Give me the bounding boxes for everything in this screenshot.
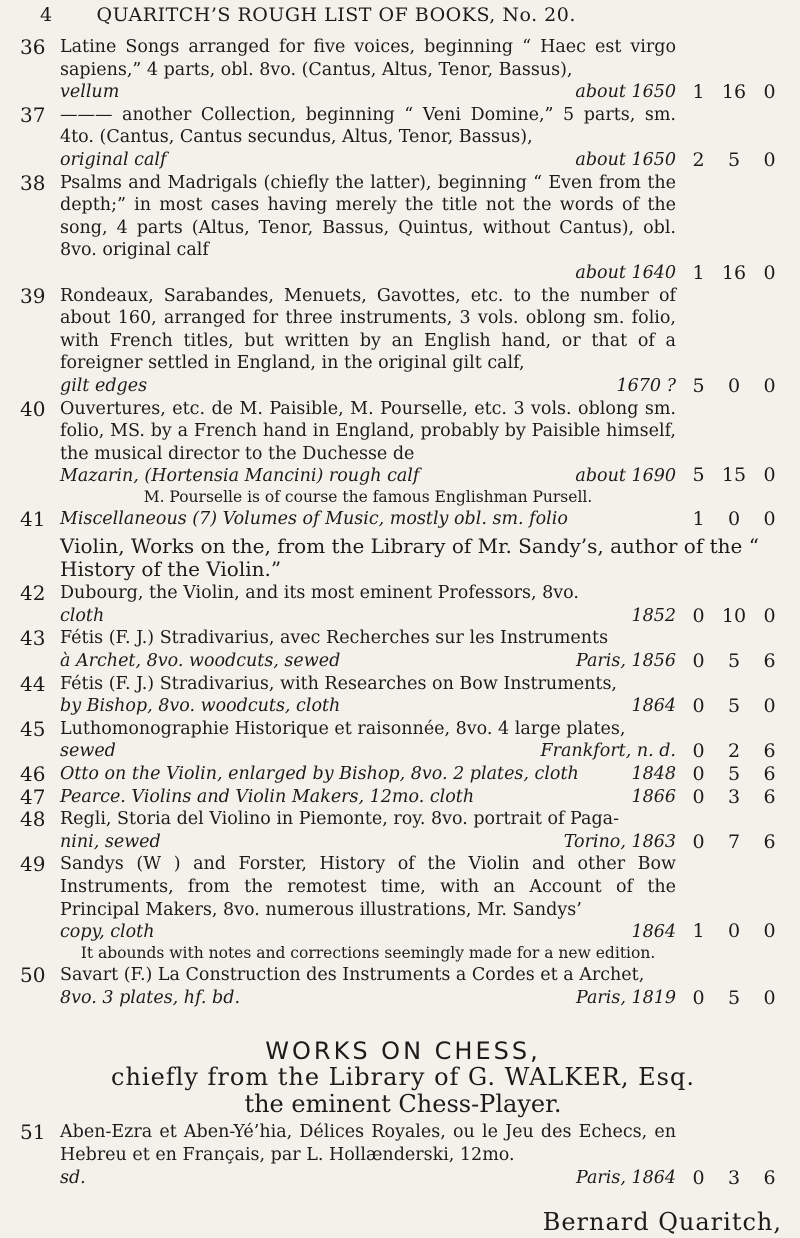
price-pence: 6 xyxy=(763,650,776,673)
entry-last-line xyxy=(60,740,676,763)
violin-entries xyxy=(20,582,786,1009)
catalogue-entry xyxy=(20,508,786,531)
price-pounds: 0 xyxy=(692,695,705,718)
entry-last-line xyxy=(60,695,676,718)
entry-binding: vellum xyxy=(60,82,120,103)
entry-binding: Otto on the Violin, enlarged by Bishop, 8vo. 2 plates, cloth xyxy=(60,764,579,784)
price-pence: 0 xyxy=(763,695,776,718)
chess-entries xyxy=(20,1121,786,1189)
entry-last-line xyxy=(60,786,676,809)
entry-binding: copy, cloth xyxy=(60,922,155,943)
entry-description xyxy=(60,104,676,172)
entry-number: 46 xyxy=(20,762,46,786)
entry-text: Fétis (F. J.) Stradivarius, avec Recherches sur les Instruments xyxy=(60,628,609,649)
price-pounds: 0 xyxy=(692,1166,705,1189)
entry-number: 36 xyxy=(20,35,46,59)
entry-date: Paris, 1864 xyxy=(575,1167,676,1188)
price-pounds: 0 xyxy=(692,604,705,627)
catalogue-entry xyxy=(20,786,786,809)
catalogue-entry xyxy=(20,763,786,786)
price-shillings: 10 xyxy=(721,604,747,627)
entry-last-line xyxy=(60,763,676,786)
entry-price xyxy=(682,375,786,398)
entry-note: M. Pourselle is of course the famous Englishman Pursell. xyxy=(143,487,593,506)
price-shillings: 5 xyxy=(727,763,741,785)
entry-date: about 1650 xyxy=(575,82,676,103)
entry-last-line xyxy=(60,987,676,1010)
price-shillings: 16 xyxy=(721,261,747,284)
catalogue-entry xyxy=(20,808,786,853)
entry-number: 38 xyxy=(20,170,46,195)
entry-binding: Miscellaneous (7) Volumes of Music, mostly obl. sm. folio xyxy=(60,509,568,530)
entry-date: 1864 xyxy=(631,696,676,717)
entry-date: 1866 xyxy=(631,786,676,807)
catalogue-entry xyxy=(20,285,786,398)
entry-description xyxy=(60,36,676,104)
entry-last-line xyxy=(60,149,676,172)
entry-price xyxy=(682,695,786,718)
entry-price xyxy=(682,650,786,673)
price-shillings: 16 xyxy=(721,81,747,104)
price-pounds: 0 xyxy=(692,650,705,673)
catalogue-entry xyxy=(20,627,786,672)
catalogue-entry xyxy=(20,104,786,172)
chess-section-title: WORKS ON CHESS, xyxy=(265,1036,541,1065)
entry-price xyxy=(682,605,786,628)
entry-number: 43 xyxy=(20,626,46,651)
entry-price xyxy=(682,149,786,172)
music-entries xyxy=(20,36,786,531)
entry-last-line xyxy=(60,650,676,673)
price-pounds: 0 xyxy=(692,740,705,763)
entry-description xyxy=(60,508,676,531)
entry-text: Savart (F.) La Construction des Instruments a Cordes et a Archet, xyxy=(60,965,645,986)
price-shillings: 0 xyxy=(727,374,741,397)
entry-note: It abounds with notes and corrections seemingly made for a new edition. xyxy=(80,943,656,962)
entry-date: Frankfort, n. d. xyxy=(540,741,676,762)
price-pence: 0 xyxy=(763,148,776,171)
price-pounds: 1 xyxy=(692,919,705,942)
entry-number: 42 xyxy=(20,581,46,606)
entry-date: 1864 xyxy=(631,922,676,943)
entry-binding: nini, sewed xyxy=(60,831,161,852)
entry-number: 45 xyxy=(20,716,46,741)
price-pence: 0 xyxy=(763,604,776,627)
price-pence: 0 xyxy=(763,508,776,531)
entry-price xyxy=(682,81,786,104)
entry-binding: cloth xyxy=(60,605,105,626)
entry-last-line xyxy=(60,605,676,628)
catalogue-entry xyxy=(20,398,786,509)
price-pounds: 1 xyxy=(692,261,705,284)
entry-text: Psalms and Madrigals (chiefly the latter), beginning “ Even from the depth;” in most cases having merely the title not the words of the song, 4 parts (Altus, Tenor, Bassus, Quintus, without Cantus), obl. 8vo. original calf xyxy=(60,172,676,261)
entry-price xyxy=(682,786,786,809)
entry-price xyxy=(682,831,786,854)
price-pounds: 0 xyxy=(692,986,705,1009)
price-pence: 6 xyxy=(763,785,776,808)
entry-binding: original calf xyxy=(60,149,167,170)
entry-date: about 1650 xyxy=(575,149,676,170)
entry-last-line xyxy=(60,465,676,488)
entry-text: Aben-Ezra et Aben-Yé’hia, Délices Royales, ou le Jeu des Echecs, en Hebreu et en Français, par L. Hollænderski, 12mo. xyxy=(60,1122,676,1165)
entry-binding: 8vo. 3 plates, hf. bd. xyxy=(60,987,241,1008)
running-title: QUARITCH’S ROUGH LIST OF BOOKS, No. 20. xyxy=(96,4,576,26)
entry-price xyxy=(682,1167,786,1190)
catalogue-entry xyxy=(20,1121,786,1189)
entry-date: 1848 xyxy=(631,764,676,784)
entry-last-line xyxy=(60,81,676,104)
entry-description xyxy=(60,172,676,285)
entries-list xyxy=(20,36,786,1189)
price-shillings: 7 xyxy=(727,830,741,853)
entry-description xyxy=(60,1121,676,1189)
entry-description xyxy=(60,673,676,718)
entry-last-line xyxy=(60,262,676,285)
entry-text: Sandys (W ) and Forster, History of the Violin and other Bow Instruments, from the remotest time, with an Account of the Principal Makers, 8vo. numerous illustrations, Mr. Sandys’ xyxy=(60,854,676,920)
entry-date: 1852 xyxy=(631,605,676,626)
price-shillings: 3 xyxy=(727,1166,741,1189)
price-pence: 6 xyxy=(763,740,776,763)
entry-last-line xyxy=(60,375,676,398)
entry-number: 37 xyxy=(20,102,46,127)
price-pounds: 1 xyxy=(692,508,705,531)
entry-text: Rondeaux, Sarabandes, Menuets, Gavottes, etc. to the number of about 160, arranged for three instruments, 3 vols. oblong sm. folio, with French titles, but written by an English hand, or that of a foreigner settled in England, in the original gilt calf, xyxy=(60,285,676,374)
entry-price xyxy=(682,987,786,1010)
catalogue-entry xyxy=(20,582,786,627)
catalogue-entry xyxy=(20,36,786,104)
price-pence: 6 xyxy=(763,1166,776,1189)
entry-date: about 1640 xyxy=(575,262,676,283)
price-pence: 6 xyxy=(763,763,776,785)
entry-description xyxy=(60,582,676,627)
entry-number: 39 xyxy=(20,283,46,308)
entry-binding: à Archet, 8vo. woodcuts, sewed xyxy=(60,651,341,672)
entry-description xyxy=(60,627,676,672)
price-pence: 0 xyxy=(763,81,776,104)
entry-number: 51 xyxy=(20,1120,46,1145)
price-pence: 0 xyxy=(763,261,776,284)
entry-date: Torino, 1863 xyxy=(563,831,676,852)
catalogue-entry xyxy=(20,718,786,763)
entry-price xyxy=(682,262,786,285)
entry-binding: sd. xyxy=(60,1167,86,1188)
entry-number: 50 xyxy=(20,963,46,988)
price-pounds: 0 xyxy=(692,785,705,808)
price-shillings: 5 xyxy=(727,695,741,718)
price-pounds: 1 xyxy=(692,81,705,104)
entry-binding: Mazarin, (Hortensia Mancini) rough calf xyxy=(60,466,420,487)
entry-binding: by Bishop, 8vo. woodcuts, cloth xyxy=(60,696,341,717)
entry-text: Latine Songs arranged for five voices, beginning “ Haec est virgo sapiens,” 4 parts, obl. 8vo. (Cantus, Altus, Tenor, Bassus), xyxy=(60,37,676,80)
entry-price xyxy=(682,508,786,531)
price-pence: 0 xyxy=(763,986,776,1009)
price-pence: 0 xyxy=(763,463,776,486)
entry-description xyxy=(60,964,676,1009)
price-shillings: 5 xyxy=(727,986,741,1009)
entry-text: Luthomonographie Historique et raisonnée, 8vo. 4 large plates, xyxy=(60,718,626,739)
price-shillings: 2 xyxy=(727,740,741,763)
catalogue-entry xyxy=(20,673,786,718)
price-pounds: 5 xyxy=(692,463,705,486)
entry-price xyxy=(682,763,786,786)
entry-description xyxy=(60,808,676,853)
entry-date: Paris, 1819 xyxy=(575,987,676,1008)
catalogue-entry xyxy=(20,853,786,964)
entry-description xyxy=(60,763,676,786)
entry-description xyxy=(60,285,676,398)
entry-last-line xyxy=(60,1167,676,1190)
entry-binding: Pearce. Violins and Violin Makers, 12mo. cloth xyxy=(60,786,475,807)
entry-text: Dubourg, the Violin, and its most eminent Professors, 8vo. xyxy=(60,583,579,604)
price-pence: 0 xyxy=(763,374,776,397)
entry-text: ——— another Collection, beginning “ Veni Domine,” 5 parts, sm. 4to. (Cantus, Cantus secundus, Altus, Tenor, Bassus), xyxy=(60,104,676,148)
entry-number: 49 xyxy=(20,852,46,877)
entry-last-line xyxy=(60,508,676,531)
entry-number: 40 xyxy=(20,396,46,421)
entry-text: Ouvertures, etc. de M. Paisible, M. Pourselle, etc. 3 vols. oblong sm. folio, MS. by a French hand in England, probably by Paisible himself, the musical director to the Duchesse de xyxy=(60,398,676,464)
entry-number: 41 xyxy=(20,507,46,532)
entry-description xyxy=(60,718,676,763)
violin-section-heading: Violin, Works on the, from the Library of Mr. Sandy’s, author of the “ History of the Violin.” xyxy=(60,534,759,581)
page-number: 4 xyxy=(40,4,53,26)
entry-number: 47 xyxy=(20,784,46,809)
entry-date: 1670 ? xyxy=(616,375,676,396)
entry-date: Paris, 1856 xyxy=(575,651,676,672)
catalogue-entry xyxy=(20,964,786,1009)
price-pounds: 0 xyxy=(692,830,705,853)
catalogue-entry xyxy=(20,172,786,285)
price-shillings: 0 xyxy=(727,508,741,531)
price-pence: 0 xyxy=(763,919,776,942)
entry-date: about 1690 xyxy=(575,466,676,487)
entry-description xyxy=(60,853,676,964)
price-pounds: 0 xyxy=(692,763,705,785)
price-pounds: 5 xyxy=(692,374,705,397)
price-pence: 6 xyxy=(763,830,776,853)
price-shillings: 0 xyxy=(727,919,741,942)
entry-text: Regli, Storia del Violino in Piemonte, roy. 8vo. portrait of Paga- xyxy=(60,809,620,830)
price-shillings: 3 xyxy=(727,785,741,808)
price-shillings: 5 xyxy=(727,148,741,171)
chess-section-subtitle: chiefly from the Library of G. WALKER, Esq. xyxy=(111,1063,695,1092)
entry-description xyxy=(60,786,676,809)
entry-binding: sewed xyxy=(60,741,116,762)
entry-last-line xyxy=(60,921,676,944)
chess-section-subtitle-2: the eminent Chess-Player. xyxy=(244,1089,562,1118)
entry-binding: gilt edges xyxy=(60,375,148,396)
price-shillings: 5 xyxy=(727,650,741,673)
page-header xyxy=(40,4,780,26)
entry-number: 44 xyxy=(20,671,46,696)
entry-price xyxy=(682,920,786,943)
price-pounds: 2 xyxy=(692,148,705,171)
entry-price xyxy=(682,464,786,487)
entry-description xyxy=(60,398,676,509)
price-shillings: 15 xyxy=(721,463,747,486)
entry-number: 48 xyxy=(20,807,46,832)
bookseller-signature: Bernard Quaritch, xyxy=(542,1208,782,1236)
entry-price xyxy=(682,740,786,763)
entry-text: Fétis (F. J.) Stradivarius, with Researches on Bow Instruments, xyxy=(60,673,617,694)
entry-last-line xyxy=(60,831,676,854)
